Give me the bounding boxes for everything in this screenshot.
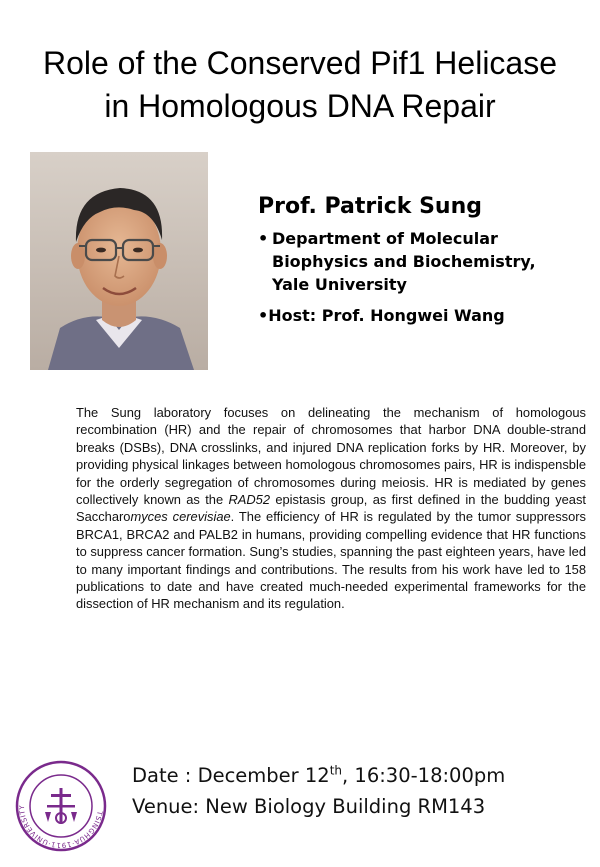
event-venue: Venue: New Biology Building RM143 (132, 795, 486, 818)
affiliation-line-3: Yale University (272, 275, 407, 294)
speaker-photo (30, 152, 208, 370)
seal-ring-text: TSINGHUA·1911·UNIVERSITY (17, 804, 104, 850)
abstract-text-3: . The efficiency of HR is regulated by the tumor suppressors BRCA1, BRCA2 and PALB2 in humans, providing compelling evidence that HR functions to suppress cancer formation. Sung’s studies, spanning the past eighteen years, have led to many important findings and contributions. The results from his work have led to 158 publications to date and have created much-needed experimental frameworks for the dissection of HR mechanism and its regulation. (76, 509, 587, 612)
host-line: •Host: Prof. Hongwei Wang (258, 306, 505, 325)
affiliation-line-2: Biophysics and Biochemistry, (272, 252, 536, 271)
tsinghua-university-seal-icon (15, 760, 107, 852)
talk-title (0, 42, 600, 128)
speaker-portrait-image (30, 152, 208, 370)
title-line-1: Role of the Conserved Pif1 Helicase (42, 45, 558, 81)
gene-name: RAD52 (228, 492, 271, 508)
speaker-name: Prof. Patrick Sung (258, 194, 483, 219)
speaker-info (258, 193, 588, 327)
date-time: , 16:30-18:00pm (342, 764, 506, 787)
abstract-text-2: epistasis group, as first defined in the budding yeast Saccharo (76, 492, 587, 525)
affiliation-line-1: Department of Molecular (272, 229, 498, 248)
abstract-paragraph (76, 404, 586, 613)
date-prefix: Date : December 12 (132, 764, 330, 787)
event-date (132, 760, 505, 791)
date-suffix-sup: th (329, 763, 343, 778)
abstract-text-1: The Sung laboratory focuses on delineating the mechanism of homologous recombination (HR) and the repair of chromosomes that harbor DNA double-strand breaks (DSBs), DNA crosslinks, and injured DNA replication forks by HR. Moreover, by providing physical linkages between homologous chromosomes pairs, HR is indispensble for the orderly segregation of chromosomes during meiosis. HR is mediated by genes collectively known as the (76, 405, 586, 508)
speaker-affiliation (258, 227, 588, 296)
event-details (132, 760, 505, 822)
bullet-icon: • (258, 229, 269, 248)
species-name: myces cerevisiae (130, 509, 231, 525)
title-line-2: in Homologous DNA Repair (104, 88, 496, 124)
